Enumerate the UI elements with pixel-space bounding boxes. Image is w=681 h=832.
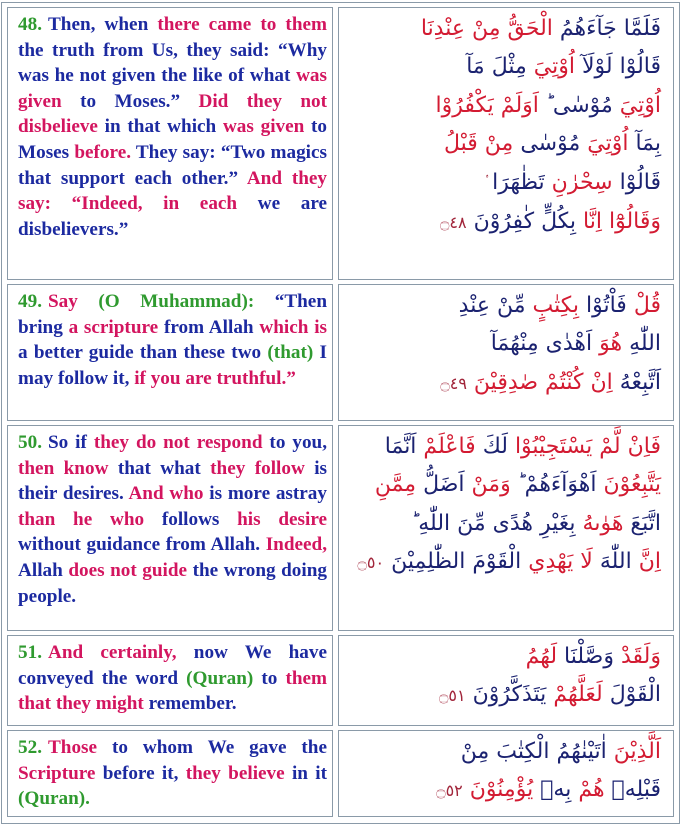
verse-number: 52.	[18, 737, 42, 758]
arabic-segment: وَلَقَدْ	[620, 644, 661, 669]
arabic-segment: مِمَّنِ	[374, 472, 417, 498]
ayah-end-marker: ۝٥٢	[436, 781, 463, 801]
verse-table	[1, 2, 680, 824]
verse-number: 51.	[18, 642, 42, 663]
translation-text	[18, 735, 327, 812]
arabic-segment: لَا يَهْدِي	[528, 549, 593, 575]
verse-row-48	[2, 3, 679, 280]
arabic-line	[347, 428, 661, 466]
translation-segment: they believe	[185, 762, 285, 784]
translation-segment: truthful.”	[211, 367, 296, 389]
arabic-segment: الْحَقُّ مِنْ عِنْدِنَا	[420, 16, 553, 41]
arabic-segment: قَالُوْا	[612, 169, 661, 195]
arabic-segment: اللّٰهَ	[592, 549, 639, 575]
translation-segment: follows	[144, 508, 238, 530]
arabic-line	[347, 771, 661, 810]
arabic-segment: بِكِتٰبٍ	[532, 293, 579, 318]
translation-segment: (O Muhammad):	[77, 291, 255, 312]
arabic-line	[347, 87, 661, 125]
translation-segment: to whom We gave the	[97, 737, 327, 758]
translation-segment: to	[253, 667, 286, 689]
translation-segment: than he who	[18, 508, 145, 530]
arabic-segment: بِمَآ	[628, 131, 661, 157]
translation-segment: “Then bring	[18, 291, 327, 338]
translation-segment: them that they might	[18, 667, 328, 715]
verse-row-49	[2, 280, 679, 421]
translation-segment: the wrong doing people.	[18, 559, 327, 607]
arabic-line	[347, 287, 661, 325]
translation-segment: Indeed,	[265, 534, 327, 556]
arabic-segment: مِّنْ عِنْدِ	[458, 293, 533, 318]
translation-segment: (Quran).	[18, 788, 90, 810]
translation-segment: from Allah	[158, 316, 260, 338]
arabic-segment: هُمْ	[578, 777, 605, 803]
arabic-line	[347, 164, 661, 203]
translation-segment: a better guide than these two	[18, 342, 268, 364]
arabic-segment: قُلْ	[626, 293, 661, 318]
translation-segment: before it,	[95, 762, 186, 784]
translation-segment: then know	[18, 457, 109, 479]
verse-number: 48.	[18, 14, 42, 35]
arabic-segment: الْقَوْمَ الظّٰلِمِيْنَ	[384, 549, 529, 575]
arabic-segment: لَعَلَّهُمْ	[553, 682, 603, 708]
arabic-line	[347, 676, 661, 715]
arabic-cell	[338, 635, 674, 726]
arabic-segment: فَلَمَّا جَآءَهُمُ	[552, 16, 661, 41]
translation-segment: in that which	[97, 116, 223, 138]
translation-cell	[7, 425, 333, 631]
translation-segment: the truth from Us, they said: “Why was he not given the like of what	[18, 39, 327, 87]
arabic-line	[347, 325, 661, 363]
arabic-line	[347, 10, 661, 48]
arabic-line	[347, 364, 661, 403]
arabic-segment: وَقَالُوْٓا اِنَّا	[576, 209, 661, 235]
translation-segment: his desire	[237, 508, 328, 530]
arabic-segment: قَالُوْا لَوْلَآ	[574, 54, 661, 80]
arabic-line	[347, 48, 661, 86]
arabic-segment: اٰتَيْنٰهُمُ الْكِتٰبَ مِنْ	[460, 739, 614, 764]
translation-segment: in it	[284, 762, 327, 784]
translation-segment: was given	[18, 65, 327, 112]
translation-cell	[7, 635, 333, 726]
verse-number: 50.	[18, 432, 42, 453]
arabic-line	[347, 125, 661, 163]
translation-segment: that what	[108, 457, 211, 479]
arabic-segment: فَاْتُوْا	[579, 293, 627, 318]
arabic-segment: اُوْتِيَ	[619, 92, 661, 118]
arabic-segment: اتَّبَعَ	[623, 510, 661, 536]
translation-text	[18, 430, 327, 609]
translation-segment: (Quran)	[186, 667, 254, 689]
arabic-segment: مُوْسٰى	[513, 131, 588, 157]
arabic-segment: مِثْلَ مَآ	[466, 54, 534, 80]
verse-number: 49.	[18, 291, 42, 312]
translation-segment: is their desires.	[18, 457, 327, 505]
arabic-segment: اِنْ كُنْتُمْ صٰدِقِيْنَ	[466, 369, 613, 395]
arabic-segment: يُؤْمِنُوْنَ	[462, 777, 534, 803]
translation-segment: to Moses.”	[61, 90, 199, 112]
arabic-segment: اَوَلَمْ يَكْفُرُوْا	[435, 92, 539, 118]
translation-segment: Scripture	[18, 762, 96, 784]
arabic-segment: لَكَ	[475, 434, 515, 459]
arabic-line	[347, 543, 661, 582]
ayah-end-marker: ۝٥١	[439, 686, 466, 706]
translation-text	[18, 289, 327, 391]
translation-segment: They say: “Two magics that support each other.”	[18, 141, 327, 189]
translation-segment: they do not respond	[93, 432, 263, 453]
verse-row-50	[2, 421, 679, 631]
translation-segment: And who	[128, 483, 204, 505]
verse-row-51	[2, 631, 679, 726]
translation-text	[18, 12, 327, 242]
translation-segment: is more astray	[203, 483, 327, 505]
arabic-segment: وَصَّلْنَا	[557, 644, 621, 669]
arabic-line	[347, 733, 661, 771]
arabic-segment: وَمَنْ	[471, 472, 511, 498]
arabic-cell	[338, 730, 674, 817]
translation-segment: to Moses	[18, 116, 328, 163]
arabic-cell	[338, 284, 674, 421]
translation-segment: which is	[259, 316, 327, 338]
translation-segment: was given	[222, 116, 305, 138]
arabic-cell	[338, 7, 674, 280]
translation-segment: So if	[47, 432, 94, 453]
arabic-segment: اللّٰهِ	[622, 331, 661, 357]
translation-segment: And certainly,	[47, 642, 177, 663]
arabic-segment: تَظٰهَرَا	[485, 169, 552, 195]
translation-segment: before.	[74, 141, 132, 163]
translation-segment: Allah	[18, 559, 69, 581]
translation-segment: Did they not disbelieve	[18, 90, 327, 138]
translation-segment: we are disbelievers.”	[18, 193, 327, 240]
arabic-segment: مِنْ قَبْلُ	[444, 131, 514, 157]
arabic-segment: فَاِنْ لَّمْ يَسْتَجِيْبُوْا	[514, 434, 661, 459]
arabic-segment: الْقَوْلَ	[602, 682, 661, 708]
translation-cell	[7, 730, 333, 817]
translation-segment: Say	[47, 291, 78, 312]
translation-segment: there came to them	[157, 14, 327, 35]
arabic-segment: بِغَيْرِ هُدًى مِّنَ اللّٰهِ ؕ	[411, 510, 583, 536]
arabic-segment: مُوْسٰى ؕ	[538, 92, 620, 118]
arabic-line	[347, 203, 661, 242]
arabic-segment: بِكُلٍّ كٰفِرُوْنَ	[466, 209, 577, 235]
verse-row-52	[2, 726, 679, 821]
translation-segment: if you are	[134, 367, 212, 389]
arabic-segment: اِنَّ	[638, 549, 661, 575]
arabic-segment: اَضَلُّ	[416, 472, 472, 498]
arabic-line	[347, 505, 661, 543]
translation-cell	[7, 284, 333, 421]
translation-segment: Then, when	[47, 14, 158, 35]
ayah-end-marker: ۝٤٨	[440, 213, 467, 233]
translation-segment: they follow	[210, 457, 305, 479]
arabic-segment: بِهٖ	[533, 777, 579, 803]
translation-segment: Those	[47, 737, 98, 758]
translation-segment: without guidance from Allah.	[18, 534, 266, 556]
arabic-line	[347, 466, 661, 504]
translation-segment: does not guide	[68, 559, 188, 581]
translation-segment: a scripture	[68, 316, 159, 338]
arabic-segment: يَتَذَكَّرُوْنَ	[465, 682, 554, 708]
translation-segment: (that)	[267, 342, 314, 364]
arabic-segment: قَبْلِهٖ	[604, 777, 661, 803]
arabic-segment: اَتَّبِعْهُ	[612, 369, 661, 395]
arabic-segment: اُوْتِيَ	[587, 131, 629, 157]
translation-segment: now We have conveyed the word	[18, 642, 327, 689]
arabic-segment: يَتَّبِعُوْنَ	[603, 472, 661, 498]
ayah-end-marker: ۝٥٠	[357, 553, 385, 573]
translation-segment: I may follow it,	[18, 342, 327, 389]
arabic-segment: اَنَّمَا	[384, 434, 424, 459]
arabic-segment: لَهُمُ	[525, 644, 558, 669]
translation-cell	[7, 7, 333, 280]
arabic-line	[347, 638, 661, 676]
arabic-cell	[338, 425, 674, 631]
arabic-segment: اَهْدٰى مِنْهُمَآ	[490, 331, 600, 357]
arabic-segment: اَهْوَآءَهُمْ ؕ	[510, 472, 604, 498]
translation-segment: And they say: “Indeed, in each	[18, 167, 328, 215]
ayah-end-marker: ۝٤٩	[440, 373, 467, 393]
translation-segment: to you,	[262, 432, 328, 453]
arabic-segment: اُوْتِيَ	[533, 54, 575, 80]
arabic-segment: هُوَ	[599, 331, 623, 357]
arabic-segment: فَاعْلَمْ	[423, 434, 476, 459]
arabic-segment: هَوٰىهُ	[582, 510, 624, 536]
arabic-segment: اَلَّذِيْنَ	[613, 739, 661, 764]
translation-text	[18, 640, 327, 717]
translation-segment: remember.	[143, 693, 237, 715]
arabic-segment: سِحْرٰنِ	[551, 169, 613, 195]
